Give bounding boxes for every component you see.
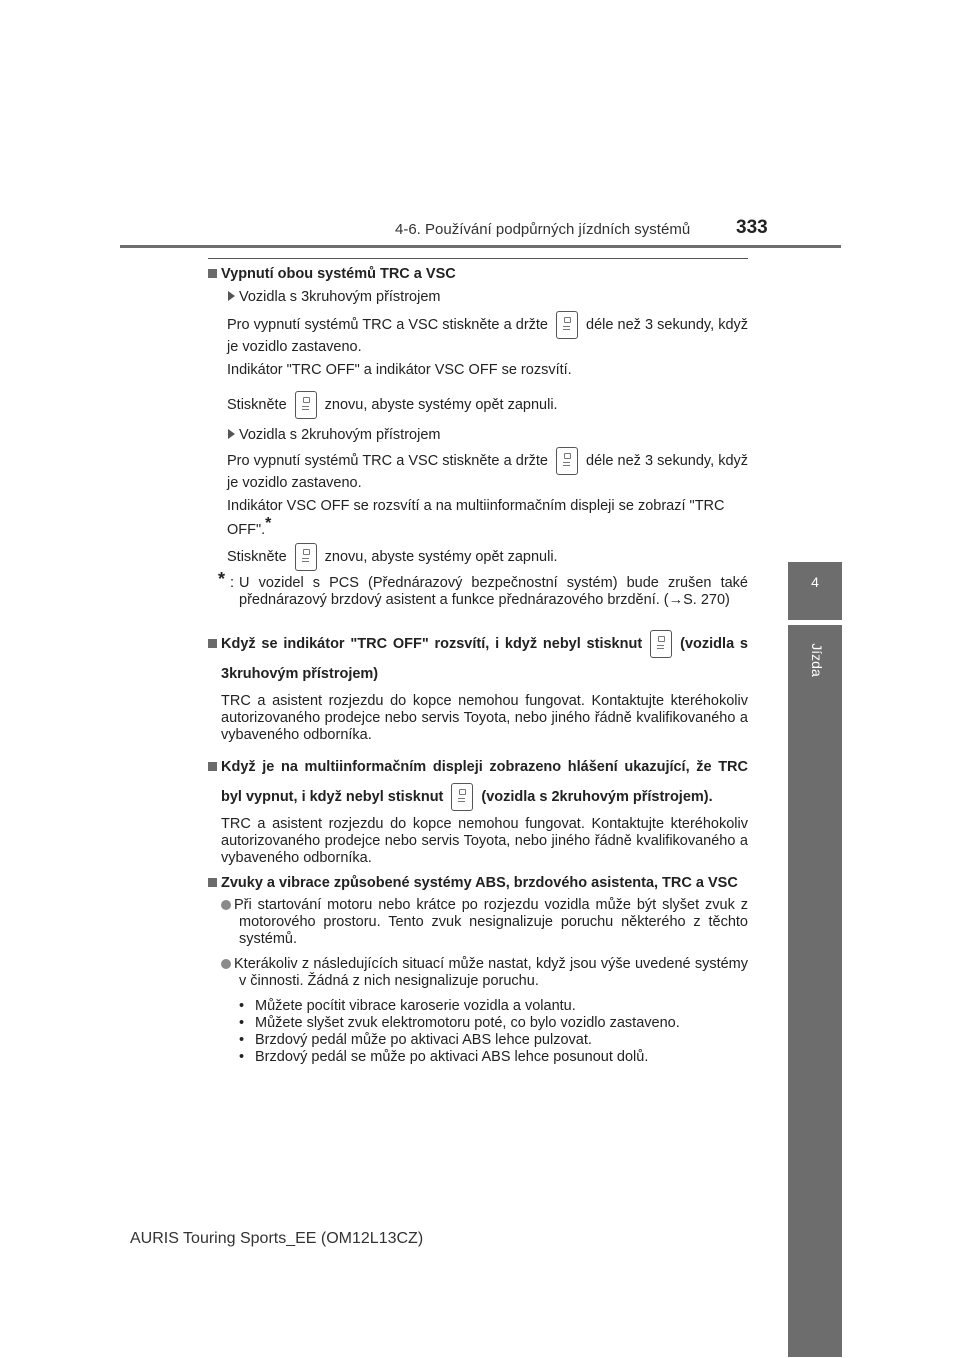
section-heading [208,875,748,892]
paragraph-text: Pro vypnutí systémů TRC a VSC stiskněte a držte [227,452,548,469]
section-heading-text: Když se indikátor "TRC OFF" rozsvítí, i když nebyl stisknut [221,635,643,652]
list-item-text: Můžete slyšet zvuk elektromotoru poté, co bylo vozidlo zastaveno. [255,1014,680,1031]
triangle-right-icon [228,291,235,301]
paragraph [208,498,748,539]
header-section-title: 4-6. Používání podpůrných jízdních systémů [395,221,691,238]
section-heading [208,752,748,812]
footnote-colon: : [230,574,235,591]
paragraph: TRC a asistent rozjezdu do kopce nemohou fungovat. Kontaktujte kteréhokoliv autorizovaného prodejce nebo servis Toyota, nebo jiného řádně kvalifikovaného a vybaveného odborníka. [221,815,748,866]
section-heading-text: (vozidla s 2kruhovým přístrojem). [481,788,713,805]
list-item-text: Brzdový pedál může po aktivaci ABS lehce pulzovat. [255,1031,592,1048]
paragraph: Indikátor "TRC OFF" a indikátor VSC OFF se rozsvítí. [227,362,572,378]
paragraph-text: Stiskněte [227,548,287,565]
circle-bullet-icon [221,900,231,910]
paragraph [208,543,748,571]
square-icon [208,269,217,278]
subsection-label-text: Vozidla s 2kruhovým přístrojem [239,427,441,443]
subsection-label [208,289,748,306]
vsc-off-switch-icon [556,447,578,475]
paragraph-text: Kterákoliv z následujících situací může nastat, když jsou výše uvedené systémy v činnosti. Žádná z nich nesignalizuje poruchu. [234,955,748,989]
paragraph [208,391,748,419]
footnote [208,568,748,609]
bullet-char: • [239,1048,245,1065]
vsc-off-switch-icon [295,543,317,571]
page-number: 333 [736,217,768,238]
square-icon [208,878,217,887]
section-heading [208,266,748,283]
paragraph-text: déle než 3 sekundy, když je vozidlo zastaveno. [227,452,749,491]
header-rule [120,245,841,248]
section-heading-text: Když je na multiinformačním displeji zobrazeno hlášení ukazující, že TRC byl vypnut, i když nebyl stisknut [221,758,748,805]
paragraph [208,311,748,356]
paragraph-text: znovu, abyste systémy opět zapnuli. [324,548,558,565]
content-rule [208,258,748,259]
paragraph [208,897,748,948]
bullet-char: • [239,997,245,1014]
list-item-text: Můžete pocítit vibrace karoserie vozidla a volantu. [255,997,576,1014]
paragraph [208,447,748,492]
chapter-number: 4 [811,574,819,590]
footnote-marker: * [265,515,272,532]
list-item-text: Brzdový pedál se může po aktivaci ABS lehce posunout dolů. [255,1048,649,1065]
paragraph: TRC a asistent rozjezdu do kopce nemohou fungovat. Kontaktujte kteréhokoliv autorizovaného prodejce nebo servis Toyota, nebo jiného řádně kvalifikovaného a vybaveného odborníka. [221,692,748,743]
triangle-right-icon [228,429,235,439]
section-heading-text: (vozidla s 3kruhovým přístrojem) [221,635,748,682]
bullet-char: • [239,1031,245,1048]
subsection-label-text: Vozidla s 3kruhovým přístrojem [239,289,441,305]
square-icon [208,639,217,648]
paragraph-text: Pro vypnutí systémů TRC a VSC stiskněte a držte [227,316,548,333]
paragraph-text: znovu, abyste systémy opět zapnuli. [324,396,558,413]
section-heading-text: Zvuky a vibrace způsobené systémy ABS, brzdového asistenta, TRC a VSC [221,874,738,891]
subsection-label [208,427,748,444]
chapter-label: Jízda [809,643,825,677]
bullet-list [208,998,748,1066]
list-item [239,1049,748,1066]
paragraph-text: Stiskněte [227,396,287,413]
footer-model: AURIS Touring Sports_EE (OM12L13CZ) [130,1230,424,1247]
list-item [239,998,748,1015]
list-item [239,1015,748,1032]
main-content [208,266,748,1066]
paragraph-text: déle než 3 sekundy, když je vozidlo zastaveno. [227,316,749,355]
chapter-sidebar [788,625,842,1357]
paragraph-text: Indikátor VSC OFF se rozsvítí a na multiinformačním displeji se zobrazí "TRC OFF". [227,498,725,538]
square-icon [208,762,217,771]
paragraph [208,956,748,990]
bullet-char: • [239,1014,245,1031]
section-heading-text: Vypnutí obou systémů TRC a VSC [221,266,456,282]
footnote-text: U vozidel s PCS (Přednárazový bezpečnostní systém) bude zrušen také přednárazový brzdový asistent a funkce přednárazového brzdění. (→S. 270) [239,574,748,608]
vsc-off-switch-icon [451,783,473,811]
circle-bullet-icon [221,959,231,969]
footnote-star: * [218,568,226,589]
section-heading [208,629,748,689]
vsc-off-switch-icon [295,391,317,419]
vsc-off-switch-icon [556,311,578,339]
paragraph-text: Při startování motoru nebo krátce po rozjezdu vozidla může být slyšet zvuk z motorového prostoru. Tento zvuk nesignalizuje poruchu některého z těchto systémů. [234,896,748,947]
vsc-off-switch-icon [650,630,672,658]
list-item [239,1032,748,1049]
